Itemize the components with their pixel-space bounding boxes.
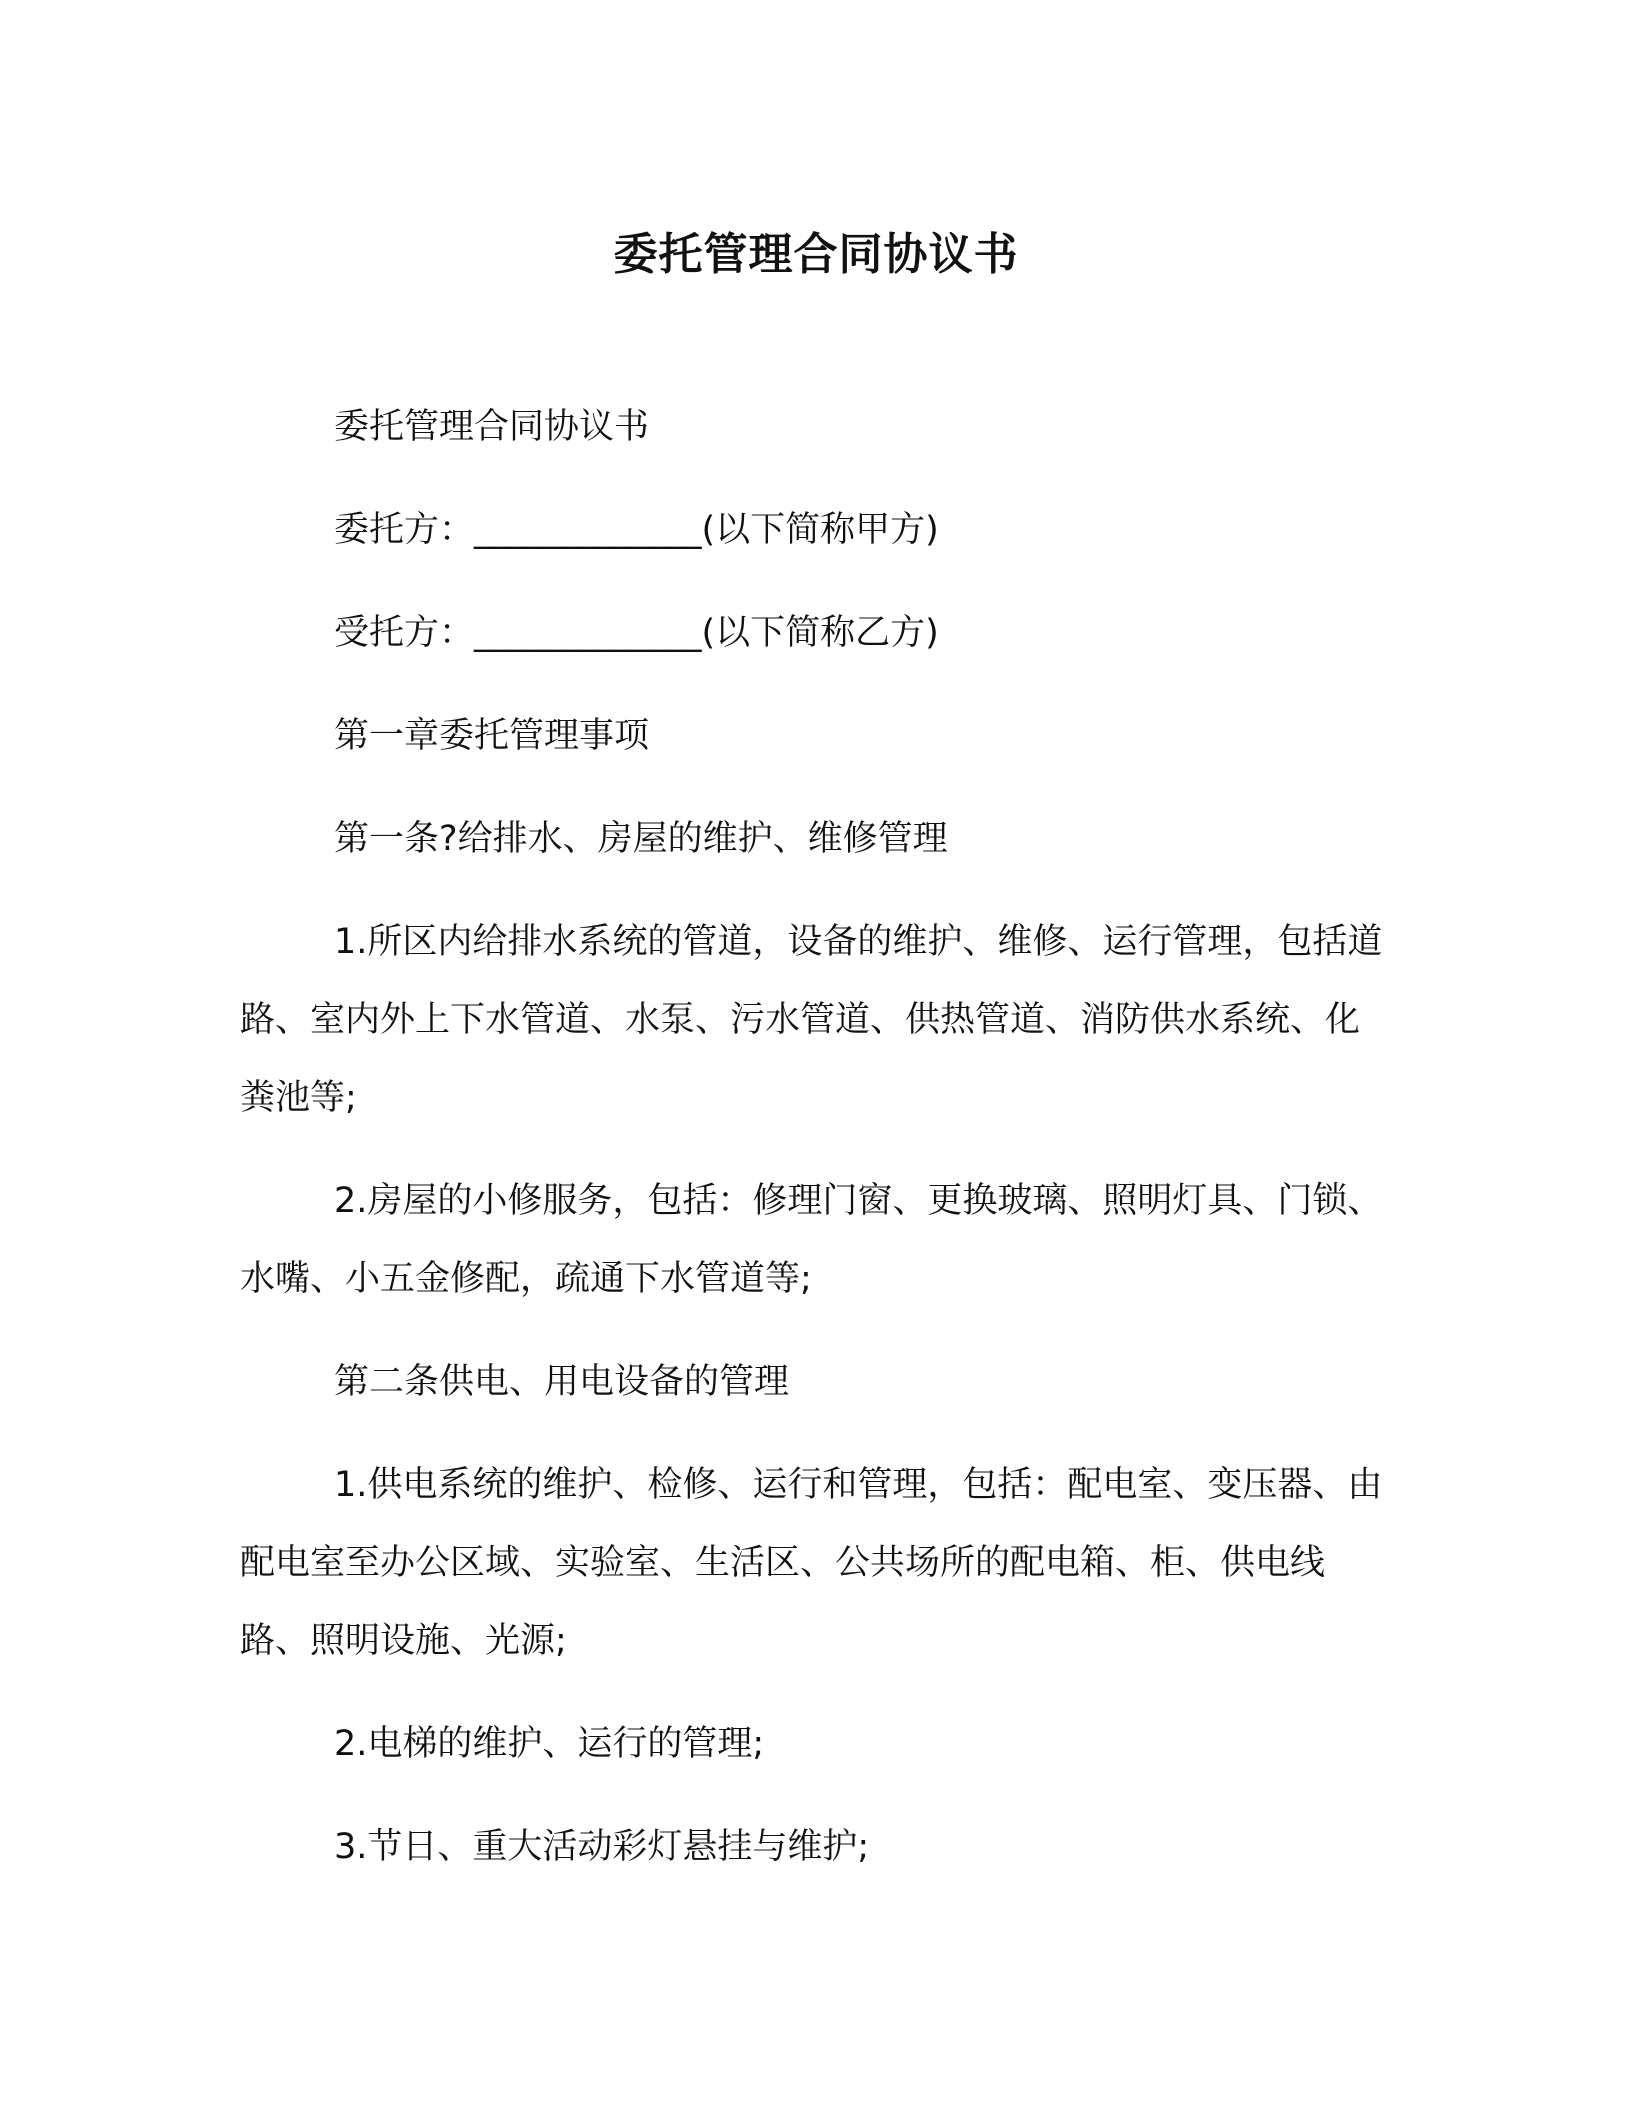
- document-body: [240, 388, 1390, 1911]
- article-heading: 第二条供电、用电设备的管理: [334, 1362, 790, 1402]
- article-heading: 第一条?给排水、房屋的维护、维修管理: [334, 819, 948, 859]
- clause-paragraph: 1.所区内给排水系统的管道，设备的维护、维修、运行管理，包括道路、室内外上下水管道、水泵、污水管道、供热管道、消防供水系统、化粪池等;: [240, 922, 1383, 1118]
- clause-paragraph: 3.节日、重大活动彩灯悬挂与维护;: [334, 1827, 870, 1867]
- subtitle-paragraph: 委托管理合同协议书: [334, 407, 650, 447]
- chapter-heading: 第一章委托管理事项: [334, 716, 650, 756]
- document-title: 委托管理合同协议书: [613, 229, 1019, 280]
- clause-paragraph: 2.电梯的维护、运行的管理;: [334, 1724, 765, 1764]
- clause-paragraph: 2.房屋的小修服务，包括：修理门窗、更换玻璃、照明灯具、门锁、水嘴、小五金修配，疏通下水管道等;: [240, 1181, 1383, 1299]
- client-party-line: 委托方：_____________(以下简称甲方): [334, 510, 939, 550]
- trustee-party-line: 受托方：_____________(以下简称乙方): [334, 613, 939, 653]
- clause-paragraph: 1.供电系统的维护、检修、运行和管理，包括：配电室、变压器、由配电室至办公区域、实验室、生活区、公共场所的配电箱、柜、供电线路、照明设施、光源;: [240, 1465, 1383, 1661]
